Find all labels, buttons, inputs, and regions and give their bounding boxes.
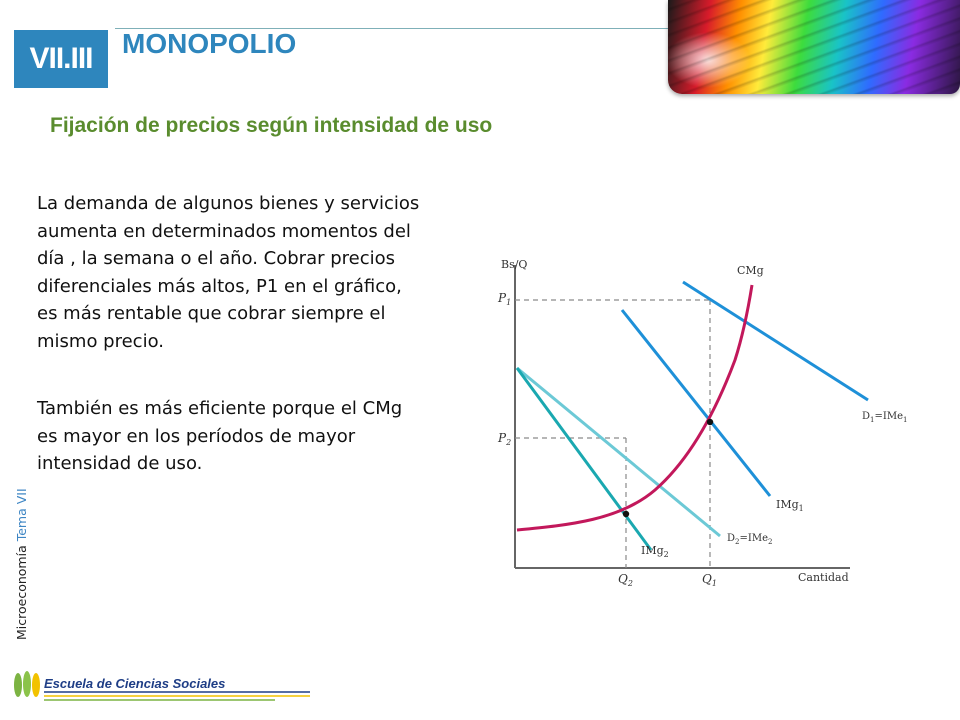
slide-subtitle: Fijación de precios según intensidad de uso [50, 114, 493, 137]
x-axis-label: Cantidad [798, 571, 849, 584]
p1-label: $P_1$ [498, 291, 512, 307]
cmg-label: CMg [737, 264, 764, 277]
img1-label: IMg$_1$ [776, 498, 804, 513]
page-title: MONOPOLIO [122, 28, 297, 59]
p2-label: $P_2$ [498, 431, 512, 447]
offpeak-equilibrium-point [623, 511, 629, 517]
peak-load-pricing-diagram [480, 240, 930, 600]
paragraph-demand: La demanda de algunos bienes y servicios aumenta en determinados momentos del día , la semana o el año. Cobrar precios diferenciales más altos, P1 en el gráfico, es más rentable que cobrar siempre el mismo precio. [37, 193, 420, 352]
side-course-label [14, 488, 29, 640]
paragraph-efficiency: También es más eficiente porque el CMg es mayor en los períodos de mayor intensidad de uso. [37, 398, 403, 474]
d1-demand-line [683, 282, 868, 400]
side-label-topic: Tema VII [14, 488, 29, 542]
d1-label: $D_1=IMe_1$ [862, 411, 908, 424]
d2-label: $D_2=IMe_2$ [727, 533, 773, 546]
cmg-marginal-cost-curve [517, 285, 752, 530]
school-name: Escuela de Ciencias Sociales [44, 676, 226, 691]
q2-label: $Q_2$ [618, 572, 633, 588]
section-badge: VII.III [14, 30, 108, 88]
img1-marginal-revenue-line [622, 310, 770, 496]
q1-label: $Q_1$ [702, 572, 717, 588]
footer-rule [10, 690, 320, 702]
side-label-course: Microeconomía [14, 541, 29, 640]
y-axis-label: Bs/Q [501, 258, 528, 271]
rainbow-banner-image [668, 0, 960, 94]
peak-equilibrium-point [707, 419, 713, 425]
img2-label: IMg$_2$ [641, 544, 669, 559]
